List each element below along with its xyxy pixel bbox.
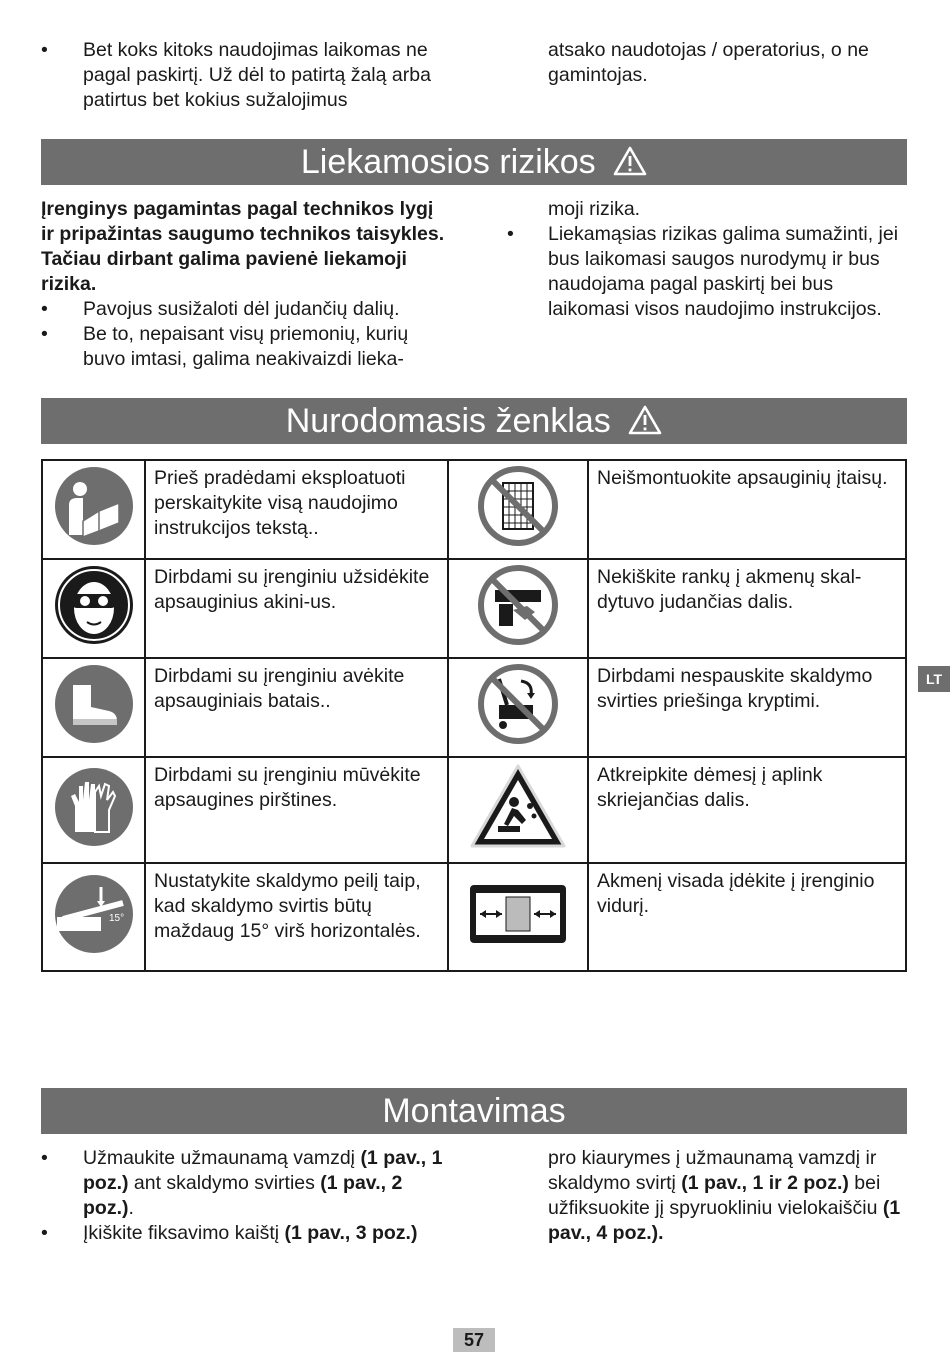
signs-banner [41,398,907,444]
page-number: 57 [453,1328,495,1352]
read-manual-icon [53,465,135,547]
assembly-text: ant skaldymo svirties [128,1172,321,1194]
sign-text: Prieš pradėdami eksploatuoti perskaitykite visą naudojimo instrukcijos tekstą.. [145,460,448,559]
risks-bullet-2-cont: moji rizika. [548,198,641,220]
assembly-ref: (1 pav., 1 ir 2 poz.) [681,1172,849,1194]
assembly-banner [41,1088,907,1134]
flying-parts-warning-icon [468,762,568,852]
risks-left [41,197,446,372]
signs-row [42,658,906,757]
no-hands-icon [477,564,559,646]
risks-right [507,197,912,322]
risks-bullet-2: • Be to, nepaisant visų priemonių, kurių buvo imtasi, galima neakivaizdi lieka- [41,322,446,372]
signs-row [42,757,906,863]
assembly-bullet-1 [41,1146,446,1221]
assembly-ref: (1 pav., 4 poz.). [548,1197,901,1244]
signs-row [42,559,906,658]
risks-banner [41,139,907,185]
sign-text: Dirbdami su įrenginiu avėkite apsauginiais batais.. [145,658,448,757]
assembly-text: . [128,1197,134,1219]
assembly-left [41,1146,446,1246]
svg-text:15°: 15° [108,912,124,924]
assembly-ref: (1 pav., 3 poz.) [284,1222,418,1244]
assembly-text: bei užfiksuokite jį spyruokliniu vielokaiščiu [548,1172,883,1219]
sign-text: Nustatykite skaldymo peilį taip, kad skaldymo svirtis būtų maždaug 15° virš horizontalės. [145,863,448,971]
signs-row [42,863,906,971]
assembly-bullet-2 [41,1221,446,1246]
assembly-ref: (1 pav., 1 poz.) [83,1147,443,1194]
assembly-ref: (1 pav., 2 poz.) [83,1172,403,1219]
intro-right: atsako naudotojas / operatorius, o ne gamintojas. [548,39,869,86]
sign-text: Atkreipkite dėmesį į aplink skriejančias dalis. [588,757,906,863]
assembly-text: pro kiaurymes į užmaunamą vamzdį ir skaldymo svirtį [548,1147,877,1194]
sign-text: Dirbdami su įrenginiu mūvėkite apsaugines pirštines. [145,757,448,863]
sign-text: Dirbdami nespauskite skaldymo svirties priešinga kryptimi. [588,658,906,757]
assembly-text: Įkiškite fiksavimo kaištį [83,1222,285,1244]
sign-text: Dirbdami su įrenginiu užsidėkite apsauginius akini-us. [145,559,448,658]
blade-angle-icon [53,873,135,955]
risks-bullet-3: • Liekamąsias rizikas galima sumažinti, jei bus laikomasi saugos nurodymų ir bus naudojama pagal paskirtį bei bus laikomasi visos naudojimo instrukcijos. [507,222,912,322]
no-dismantle-guard-icon [477,465,559,547]
risks-bullet-1: • Pavojus susižaloti dėl judančių dalių. [41,297,446,322]
intro-left [41,38,441,113]
signs-title: Nurodomasis ženklas [285,402,611,440]
safety-boots-icon [53,663,135,745]
no-reverse-lever-icon [477,663,559,745]
assembly-title: Montavimas [382,1092,566,1130]
sign-text: Neišmontuokite apsauginių įtaisų. [588,460,906,559]
assembly-right [548,1146,910,1246]
sign-text: Akmenį visada įdėkite į įrenginio vidurį. [588,863,906,971]
intro-bullet: • Bet koks kitoks naudojimas laikomas ne pagal paskirtį. Už dėl to patirtą žalą arba patirtus bet kokius sužalojimus [41,38,441,113]
signs-table [41,459,907,972]
safety-gloves-icon [53,766,135,848]
warning-icon [628,405,662,435]
safety-goggles-icon [53,564,135,646]
signs-row [42,460,906,559]
risks-lead: Įrenginys pagamintas pagal technikos lygį ir pripažintas saugumo technikos taisykles. Tačiau dirbant galima pavienė liekamoji rizika. [41,198,445,295]
sign-text: Nekiškite rankų į akmenų skal-dytuvo judančias dalis. [588,559,906,658]
assembly-text: Užmaukite užmaunamą vamzdį [83,1147,361,1169]
warning-icon [613,146,647,176]
risks-title: Liekamosios rizikos [300,143,596,181]
language-tab: LT [918,666,950,692]
stone-center-icon [468,883,568,945]
